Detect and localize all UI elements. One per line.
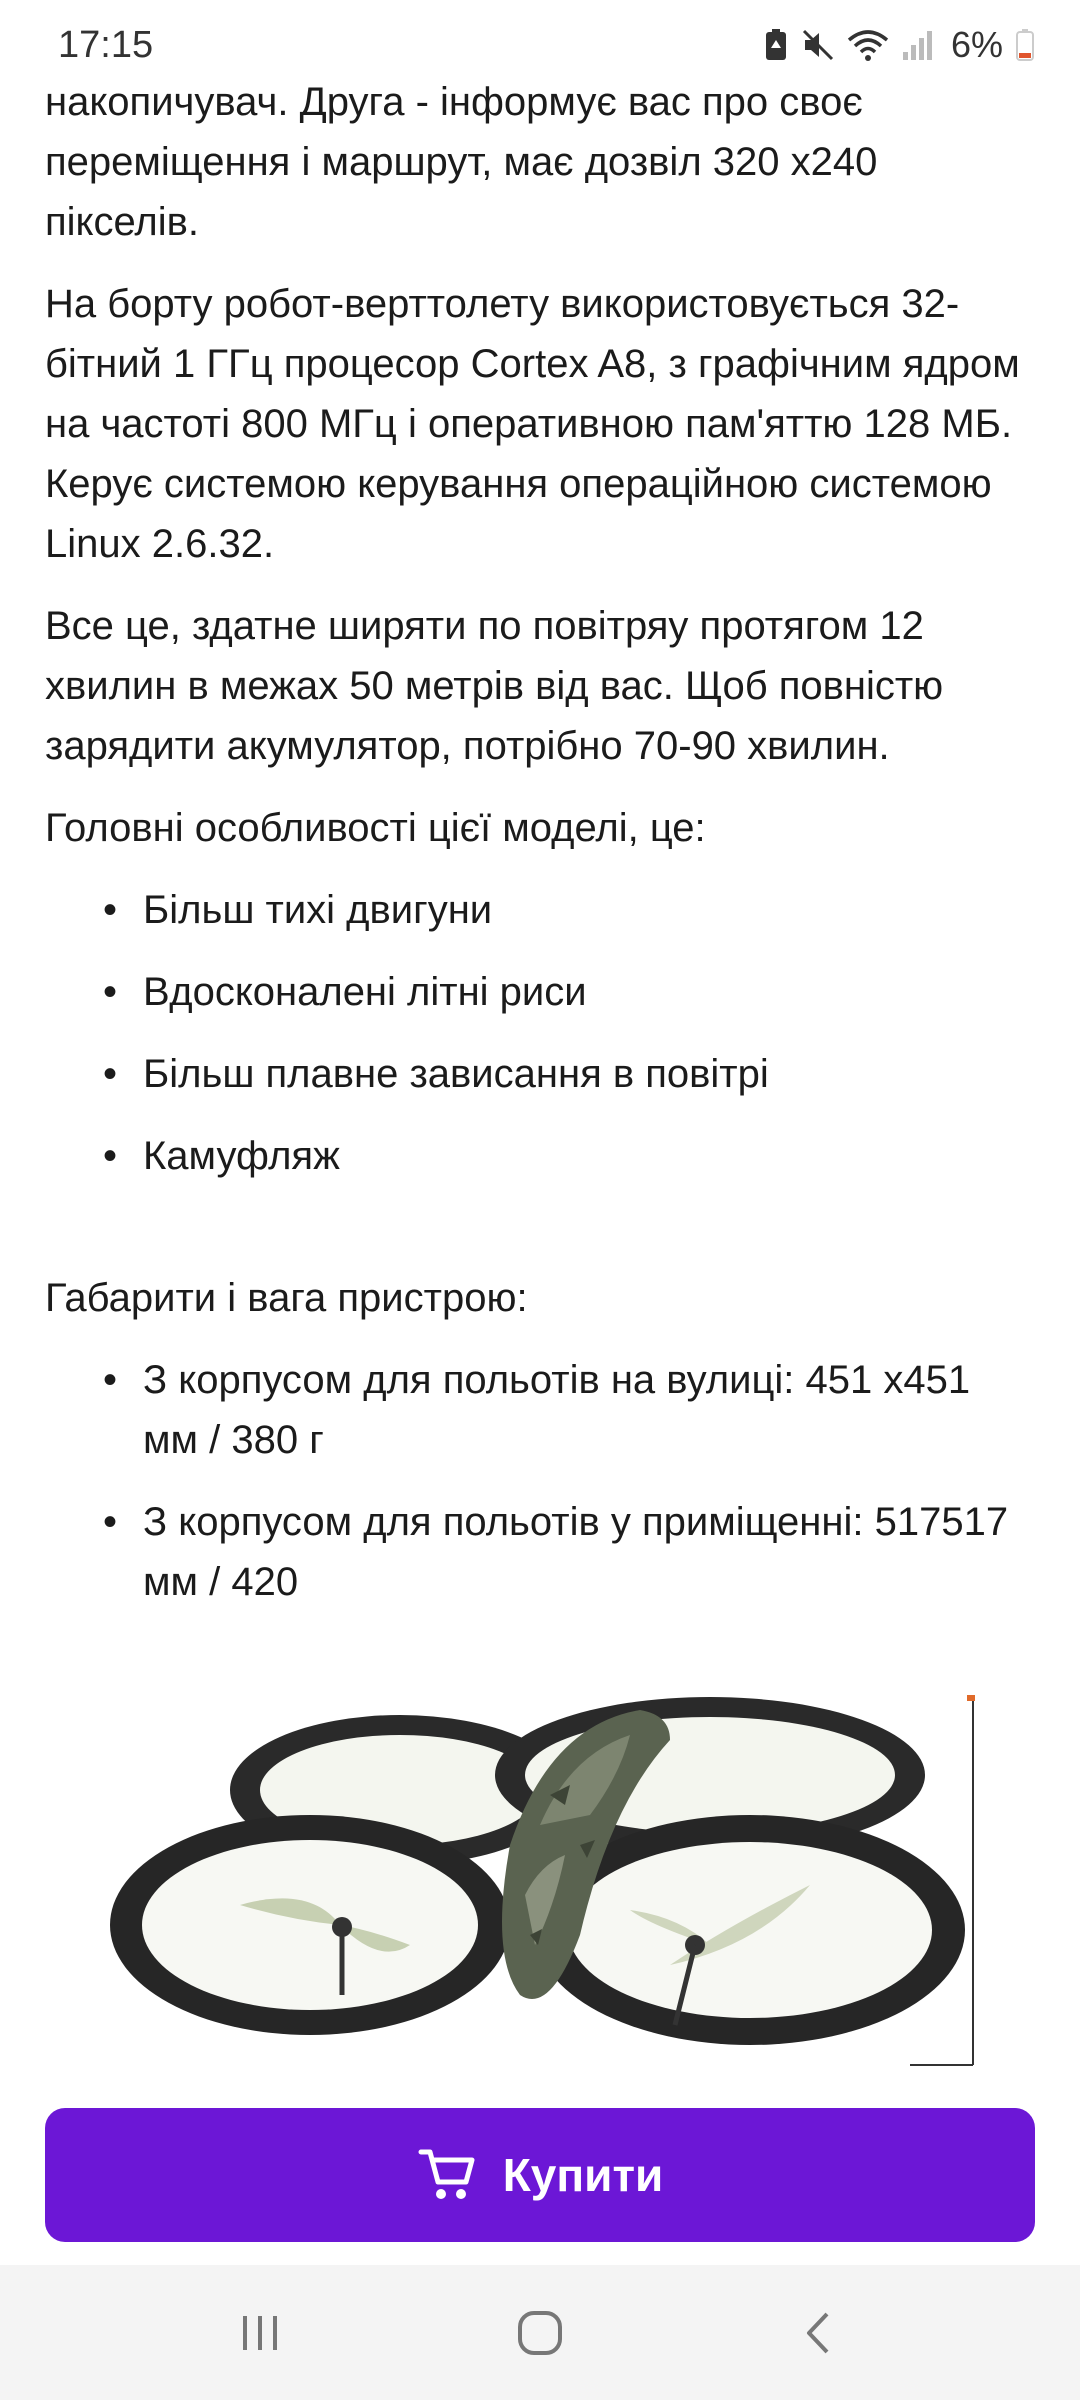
list-item: • З корпусом для польотів на вулиці: 451 x451 мм / 380 г — [103, 1350, 1035, 1470]
list-item: • Вдосконалені літні риси — [103, 962, 1035, 1022]
home-icon[interactable] — [480, 2283, 600, 2383]
paragraph-processor: На борту робот-верттолету використовується 32-бітний 1 ГГц процесор Cortex A8, з графічним ядром на частоті 800 МГц і оперативною пам'яттю 128 МБ. Керує системою керування операційною системою Linux 2.6.32. — [45, 282, 1020, 566]
status-time: 17:15 — [58, 23, 154, 66]
signal-icon — [901, 28, 935, 62]
paragraph-flight-time: Все це, здатне ширяти по повітряу протягом 12 хвилин в межах 50 метрів від вас. Щоб повністю зарядити акумулятор, потрібно 70-90 хвилин. — [45, 604, 944, 768]
drone-product-image — [110, 1695, 985, 2070]
article-body — [45, 72, 1035, 1634]
back-icon[interactable] — [760, 2283, 880, 2383]
cart-icon — [417, 2144, 477, 2207]
battery-icon — [1015, 28, 1035, 62]
wifi-icon — [847, 28, 889, 62]
list-item: • З корпусом для польотів у приміщенні: 517517 мм / 420 — [103, 1492, 1035, 1612]
spacer — [45, 1208, 1035, 1268]
specs-list — [45, 1350, 1035, 1612]
system-nav-bar — [0, 2265, 1080, 2400]
battery-percent: 6% — [950, 24, 1003, 65]
list-item: • Більш плавне зависання в повітрі — [103, 1044, 1035, 1104]
list-item: • Камуфляж — [103, 1126, 1035, 1186]
status-icons — [763, 24, 1035, 66]
mute-icon — [801, 28, 835, 62]
status-bar — [0, 0, 1080, 90]
buy-button[interactable] — [45, 2108, 1035, 2242]
features-heading: Головні особливості цієї моделі, це: — [45, 806, 706, 850]
features-list — [45, 880, 1035, 1186]
list-item: • Більш тихі двигуни — [103, 880, 1035, 940]
buy-button-label: Купити — [502, 2149, 664, 2201]
recent-apps-icon[interactable] — [200, 2283, 320, 2383]
paragraph-camera: накопичувач. Друга - інформує вас про своє переміщення і маршрут, має дозвіл 320 x240 пікселів. — [45, 80, 878, 244]
battery-saver-icon — [763, 28, 789, 62]
specs-heading: Габарити і вага пристрою: — [45, 1276, 528, 1320]
